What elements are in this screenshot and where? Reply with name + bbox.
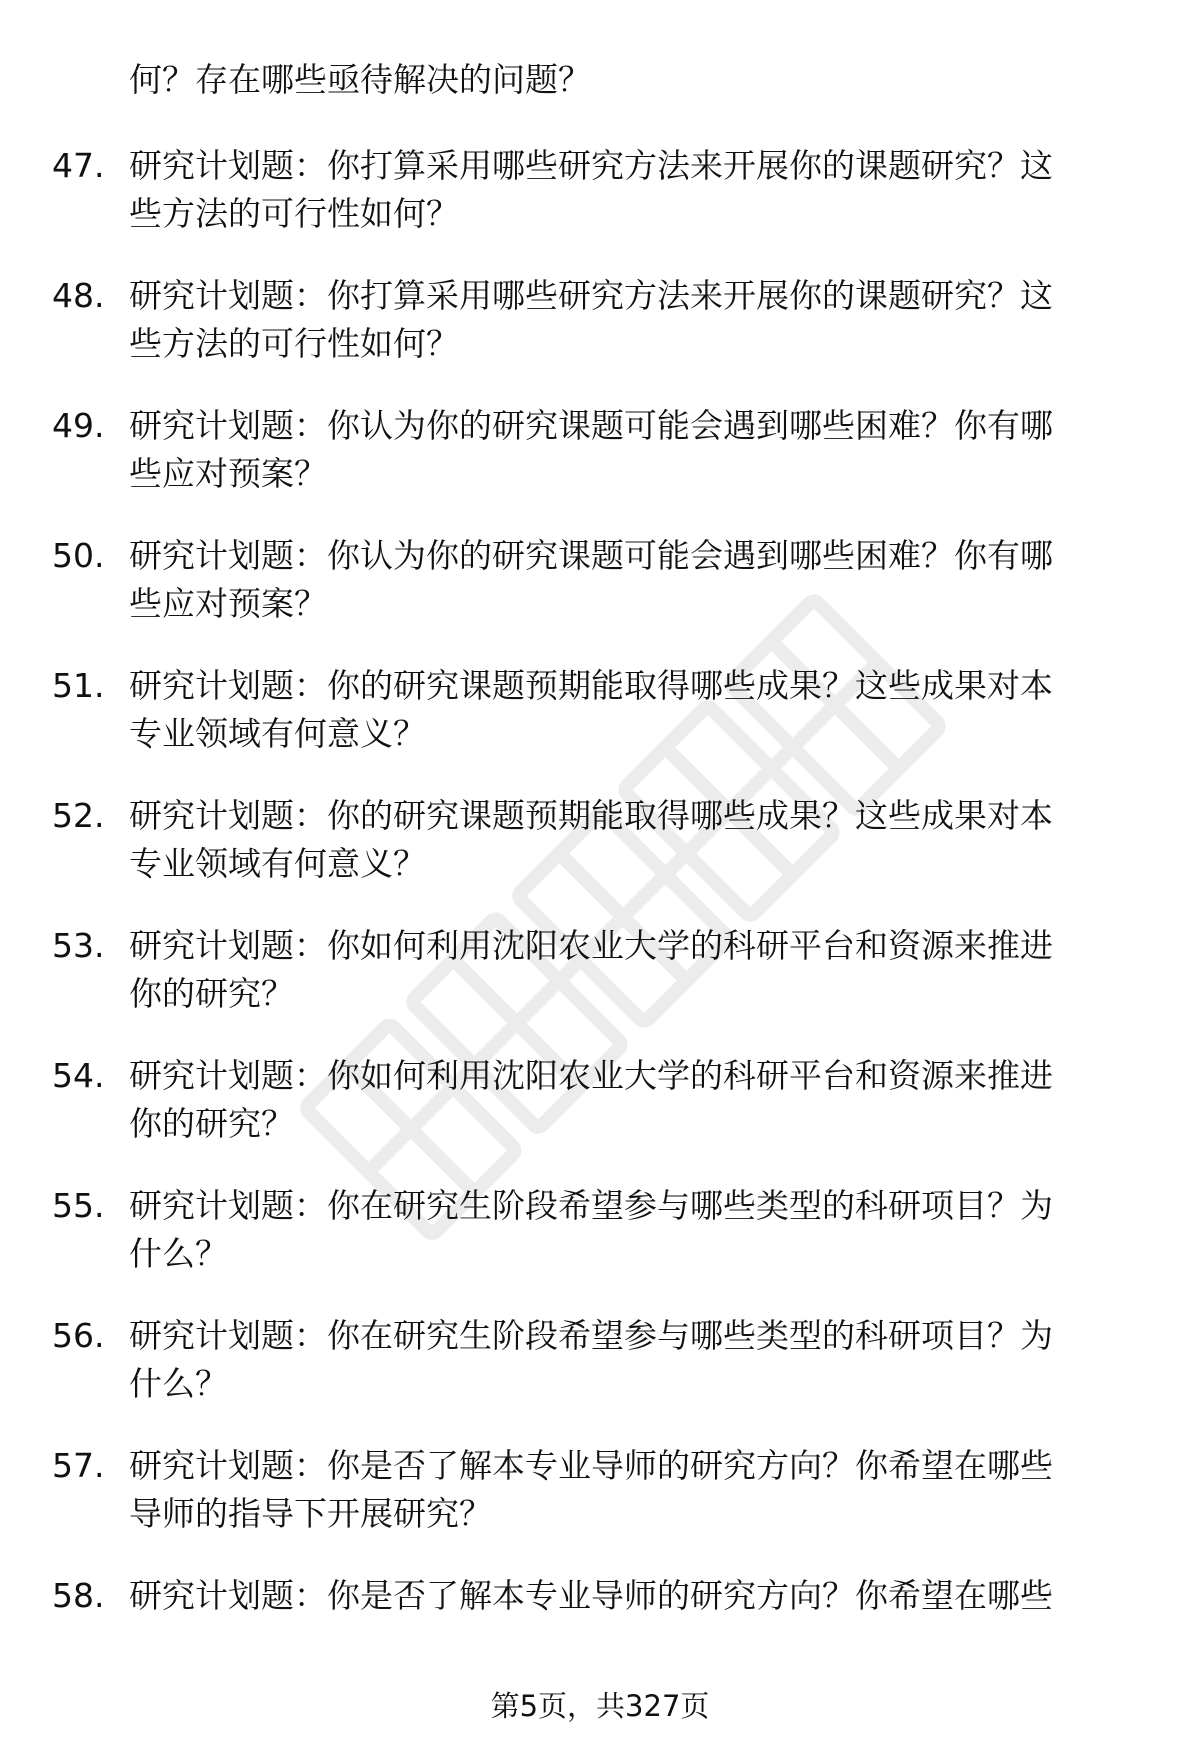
question-number: 50. bbox=[52, 536, 105, 575]
question-text bbox=[129, 1442, 1053, 1538]
question-line-1: 研究计划题：你是否了解本专业导师的研究方向？你希望在哪些 bbox=[129, 1576, 1053, 1615]
question-item bbox=[0, 1038, 1200, 1168]
question-text bbox=[129, 1572, 1053, 1620]
question-number: 47. bbox=[52, 146, 105, 185]
question-number: 48. bbox=[52, 276, 105, 315]
question-line-2: 专业领域有何意义？ bbox=[129, 714, 426, 753]
question-text bbox=[129, 272, 1053, 368]
question-item bbox=[0, 1298, 1200, 1428]
page-footer: 第5页，共327页 bbox=[490, 1689, 710, 1723]
question-number: 56. bbox=[52, 1316, 105, 1355]
question-number: 58. bbox=[52, 1576, 105, 1615]
question-line-2: 些方法的可行性如何？ bbox=[129, 194, 459, 233]
question-line-2: 什么？ bbox=[129, 1364, 228, 1403]
question-item bbox=[0, 1558, 1200, 1688]
question-line-2: 什么？ bbox=[129, 1234, 228, 1273]
question-text bbox=[129, 1182, 1053, 1278]
question-item bbox=[0, 258, 1200, 388]
question-text bbox=[129, 662, 1053, 758]
question-text bbox=[129, 1312, 1053, 1408]
question-line-2: 你的研究？ bbox=[129, 974, 294, 1013]
question-text bbox=[129, 532, 1053, 628]
question-line-1: 研究计划题：你认为你的研究课题可能会遇到哪些困难？你有哪 bbox=[129, 536, 1053, 575]
question-item bbox=[0, 648, 1200, 778]
question-number: 54. bbox=[52, 1056, 105, 1095]
question-line-2: 你的研究？ bbox=[129, 1104, 294, 1143]
question-line-2: 专业领域有何意义？ bbox=[129, 844, 426, 883]
question-line-1: 研究计划题：你如何利用沈阳农业大学的科研平台和资源来推进 bbox=[129, 926, 1053, 965]
question-line-1: 研究计划题：你在研究生阶段希望参与哪些类型的科研项目？为 bbox=[129, 1186, 1053, 1225]
question-line-1: 研究计划题：你的研究课题预期能取得哪些成果？这些成果对本 bbox=[129, 796, 1053, 835]
question-line-1: 研究计划题：你是否了解本专业导师的研究方向？你希望在哪些 bbox=[129, 1446, 1053, 1485]
question-line-1: 研究计划题：你如何利用沈阳农业大学的科研平台和资源来推进 bbox=[129, 1056, 1053, 1095]
question-item bbox=[0, 1428, 1200, 1558]
question-text bbox=[129, 922, 1053, 1018]
question-item bbox=[0, 388, 1200, 518]
question-number: 52. bbox=[52, 796, 105, 835]
question-item bbox=[0, 128, 1200, 258]
question-line-2: 导师的指导下开展研究？ bbox=[129, 1494, 492, 1533]
question-list bbox=[0, 128, 1200, 1688]
question-text bbox=[129, 1052, 1053, 1148]
question-item bbox=[0, 778, 1200, 908]
question-line-1: 研究计划题：你打算采用哪些研究方法来开展你的课题研究？这 bbox=[129, 276, 1053, 315]
question-number: 51. bbox=[52, 666, 105, 705]
question-number: 53. bbox=[52, 926, 105, 965]
question-line-2: 些方法的可行性如何？ bbox=[129, 324, 459, 363]
question-number: 55. bbox=[52, 1186, 105, 1225]
question-item bbox=[0, 908, 1200, 1038]
question-text bbox=[129, 402, 1053, 498]
question-number: 57. bbox=[52, 1446, 105, 1485]
question-text bbox=[129, 792, 1053, 888]
question-text bbox=[129, 142, 1053, 238]
question-line-2: 些应对预案？ bbox=[129, 454, 327, 493]
question-line-1: 研究计划题：你打算采用哪些研究方法来开展你的课题研究？这 bbox=[129, 146, 1053, 185]
question-line-2: 些应对预案？ bbox=[129, 584, 327, 623]
continuation-text: 何？存在哪些亟待解决的问题？ bbox=[129, 60, 591, 99]
question-line-1: 研究计划题：你认为你的研究课题可能会遇到哪些困难？你有哪 bbox=[129, 406, 1053, 445]
question-item bbox=[0, 1168, 1200, 1298]
question-line-1: 研究计划题：你在研究生阶段希望参与哪些类型的科研项目？为 bbox=[129, 1316, 1053, 1355]
question-item bbox=[0, 518, 1200, 648]
question-line-1: 研究计划题：你的研究课题预期能取得哪些成果？这些成果对本 bbox=[129, 666, 1053, 705]
question-number: 49. bbox=[52, 406, 105, 445]
